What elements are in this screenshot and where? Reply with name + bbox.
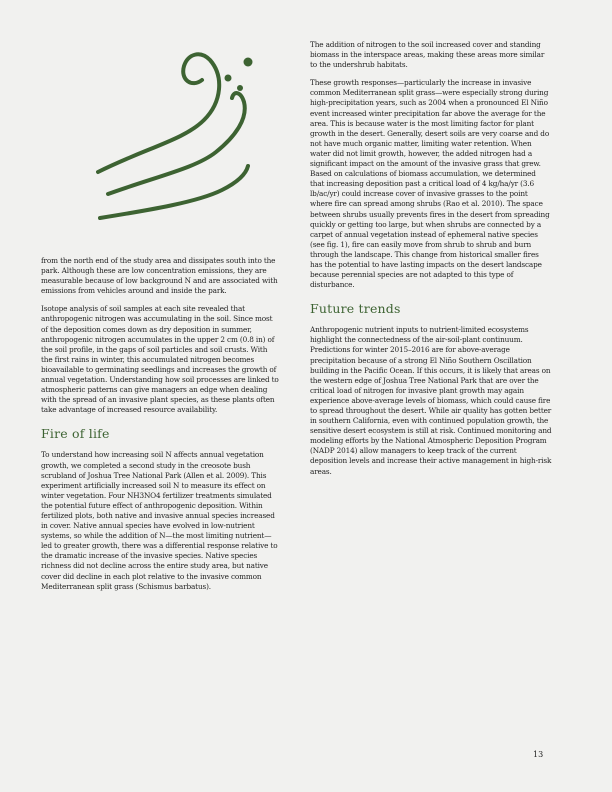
page-number: 13 xyxy=(533,750,544,759)
paragraph: Isotope analysis of soil samples at each site revealed that anthropogenic nitrogen was accumulating in the soil. Since most of the deposition comes down as dry deposition in summer, anthropogenic nitrogen accumulates in the upper 2 cm (0.8 in) of the soil profile, in the gaps of soil particles and soil crusts. With the first rains in winter, this accumulated nitrogen becomes bioavailable to germinating seedlings and increases the growth of annual vegetation. Understanding how soil processes are linked to atmospheric patterns can give managers an edge when dealing with the spread of an invasive plant species, as these plants often take advantage of increased resource availability. xyxy=(41,304,279,415)
paragraph: from the north end of the study area and dissipates south into the park. Although these are low concentration emissions, they are measurable because of low background N and are associated with emissions from vehicles around and inside the park. xyxy=(41,256,278,296)
paragraph: These growth responses—particularly the increase in invasive common Mediterranean split grass—were especially strong during high-precipitation years, such as 2004 when a pronounced El Niño event increased winter precipitation far above the average for the area. This is because water is the most limiting factor for plant growth in the desert. Generally, desert soils are very coarse and do not have much organic matter, limiting water retention. When water did not limit growth, however, the added nitrogen had a significant impact on the amount of the invasive grass that grew. Based on calculations of biomass accumulation, we determined that increasing deposition past a critical load of 4 kg/ha/yr (3.6 lb/ac/yr) could increase cover of invasive grasses to the point where fire can spread among shrubs (Rao et al. 2010). The space between shrubs usually prevents fires in the desert from spreading quickly or getting too large, but when shrubs are connected by a carpet of annual vegetation instead of ephemeral native species (see fig. 1), fire can easily move from shrub to shrub and burn through the landscape. This change from historical smaller fires has the potential to have lasting impacts on the desert landscape because perennial species are not adapted to this type of disturbance. xyxy=(310,78,550,290)
wind-swirl-icon xyxy=(96,40,260,240)
section-heading-fire-of-life: Fire of life xyxy=(41,426,110,442)
right-column xyxy=(310,40,552,485)
left-column xyxy=(41,256,279,600)
paragraph: To understand how increasing soil N affects annual vegetation growth, we completed a second study in the creosote bush scrubland of Joshua Tree National Park (Allen et al. 2009). This experiment artificially increased soil N to measure its effect on winter vegetation. Four NH3NO4 fertilizer treatments simulated the potential future effect of anthropogenic deposition. Within fertilized plots, both native and invasive annual species increased in cover. Native annual species have evolved in low-nutrient systems, so while the addition of N—the most limiting nutrient—led to greater growth, there was a differential response relative to the dramatic increase of the invasive species. Native species richness did not decline across the entire study area, but native cover did decline in each plot relative to the invasive common Mediterranean split grass (Schismus barbatus). xyxy=(41,450,278,591)
paragraph: The addition of nitrogen to the soil increased cover and standing biomass in the interspace areas, making these areas more similar to the undershrub habitats. xyxy=(310,40,545,70)
paragraph: Anthropogenic nutrient inputs to nutrient-limited ecosystems highlight the connectedness of the air-soil-plant continuum. Predictions for winter 2015–2016 are for above-average precipitation because of a strong El Niño Southern Oscillation building in the Pacific Ocean. If this occurs, it is likely that areas on the western edge of Joshua Tree National Park that are over the critical load of nitrogen for invasive plant growth may again experience above-average levels of biomass, which could cause fire to spread throughout the desert. While air quality has gotten better in southern California, even with continued population growth, the sensitive desert ecosystem is still at risk. Continued monitoring and modeling efforts by the National Atmospheric Deposition Program (NADP 2014) allow managers to keep track of the current deposition levels and increase their active management in high-risk areas. xyxy=(310,325,552,476)
section-heading-future-trends: Future trends xyxy=(310,301,401,317)
